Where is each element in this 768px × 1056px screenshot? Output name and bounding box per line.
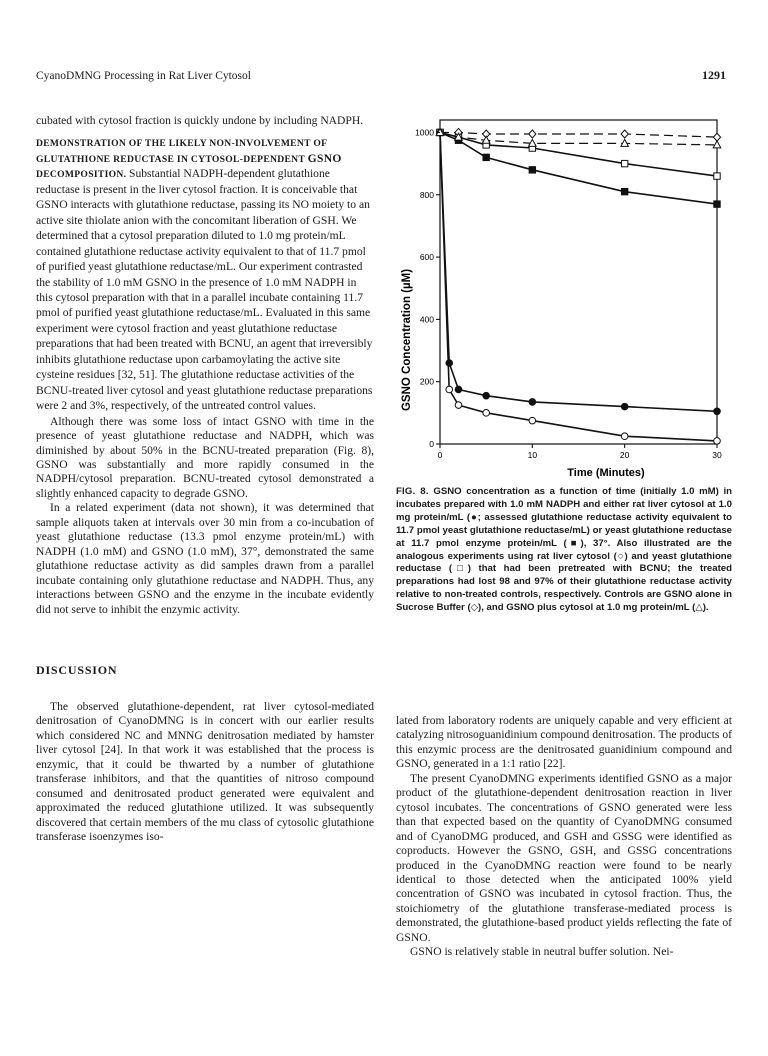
paragraph-gsno-stability: GSNO is relatively stable in neutral buffer solution. Nei- — [410, 945, 674, 959]
paragraph-discussion: The observed glutathione-dependent, rat liver cytosol-mediated denitrosation of CyanoDMNG is in concert with our earlier results which considered NC and MNNG denitrosation mediated by hamster liver cytosol [24]. In that work it was established that the process is enzymic, that it could be thwarted by a number of glutathione transferase inhibitors, and that the quantities of nitroso compound consumed and denitrosated product generated were equivalent and approximated the reduced glutathione utilized. It was subsequently discovered that certain members of the mu class of cytosolic glutathione transferase isoenzymes iso- — [36, 699, 374, 844]
figure-caption-label: FIG. 8. — [396, 486, 429, 497]
subsection-heading-caps: DEMONSTRATION OF THE LIKELY NON-INVOLVEMENT OF GLUTATHIONE REDUCTASE IN CYTOSOL-DEPENDENT — [36, 138, 327, 165]
y-tick-label: 400 — [419, 314, 434, 325]
subsection-heading — [36, 137, 374, 414]
data-point-filled-circle — [714, 408, 721, 415]
series-line-filled-circle — [440, 133, 717, 412]
x-tick-label: 0 — [437, 450, 443, 460]
x-tick-label: 10 — [527, 450, 538, 460]
paragraph-continued-right: lated from laboratory rodents are uniquely capable and very efficient at catalyzing nitrosoguanidinium compound denitrosation. The products of this enzymic process are the denitrosated guanidinium compound and GSNO, generated in a 1:1 ratio [22]. — [396, 714, 732, 771]
x-tick-label: 20 — [619, 450, 630, 460]
chart-ticks — [415, 127, 722, 460]
data-point-open-diamond — [621, 130, 628, 138]
figure-caption-text: GSNO concentration as a function of time (initially 1.0 mM) in incubates prepared with 1.0 mM NADPH and either rat liver cytosol at 1.0 mg protein/mL (●; assessed glutathione reductase activity equivalent to 11.7 pmol yeast glutathione reductase/mL) or yeast glutathione reductase at 11.7 pmol enzyme protein/mL (■), 37°. Also illustrated are the analogous experiments using rat liver cytosol (○) and yeast glutathione reductase (□) that had been pretreated with BCNU; the treated preparations had lost 98 and 97% of their glutathione reductase activity relative to non-treated controls, respectively. Controls are GSNO alone in Sucrose Buffer (◇), and GSNO plus cytosol at 1.0 mg protein/mL (△). — [396, 486, 732, 614]
data-point-filled-circle — [529, 399, 536, 406]
data-point-filled-circle — [621, 403, 628, 410]
x-tick-label: 30 — [712, 450, 722, 460]
y-tick-label: 800 — [419, 189, 434, 200]
right-column — [396, 714, 732, 960]
data-point-filled-square — [621, 188, 627, 194]
running-head: CyanoDMNG Processing in Rat Liver Cytosol — [36, 70, 251, 82]
figure-8-chart — [390, 112, 738, 482]
y-tick-label: 200 — [419, 376, 434, 387]
left-column — [36, 114, 374, 844]
data-point-open-circle — [446, 386, 453, 393]
paragraph-present-experiments: The present CyanoDMNG experiments identified GSNO as a major product of the glutathione-dependent denitrosation reaction in liver cytosol incubates. The concentrations of GSNO generated were less than that expected based on the quantity of CyanoDMNG consumed and of CyanoDMG produced, and GSH and GSSG were identified as coproducts. However the GSNO, GSH, and GSSG concentrations produced in the CyanoDMNG reaction were found to be nearly identical to those detected when the anticipated 100% yield concentration of GSNO was incubated in cytosol fraction. Thus, the stoichiometry of the glutathione transferase-mediated process is demonstrated, the glutathione-based product yields reflecting the fate of GSNO. — [396, 771, 732, 944]
data-point-filled-square — [714, 201, 720, 207]
y-tick-label: 1000 — [415, 127, 434, 138]
page-number: 1291 — [702, 68, 726, 82]
y-tick-label: 600 — [419, 252, 434, 263]
data-point-open-circle — [714, 438, 721, 445]
paragraph-glutathione-reductase: Substantial NADPH-dependent glutathione reductase is present in the liver cytosol fraction. It is conceivable that GSNO interacts with glutathione reductase, passing its NO moiety to an active site thiolate anion with the concomitant liberation of GSH. We determined that a cytosol preparation diluted to 1.0 mg protein/mL contained glutathione reductase activity equivalent to that of 11.7 pmol of purified yeast glutathione reductase/mL. Our experiment contrasted the stability of 1.0 mM GSNO in the presence of 1.0 mM NADPH in this cytosol preparation with that in a parallel incubate containing 11.7 pmol of purified yeast glutathione reductase/mL. Evaluated in this same experiment were cytosol fraction and yeast glutathione reductase preparations that had been treated with BCNU, an agent that irreversibly inhibits glutathione reductase upon carbamoylating the active site cysteine residues [32, 51]. The glutathione reductase activities of the BCNU-treated liver cytosol and yeast glutathione reductase preparations were 2 and 3%, respectively, of the untreated control values. — [36, 167, 373, 413]
data-point-open-square — [621, 160, 627, 166]
subsection-heading-decomposition: DECOMPOSITION. — [36, 169, 127, 181]
figure-caption — [396, 486, 732, 615]
data-point-open-circle — [529, 417, 536, 424]
series-line-open-diamond — [440, 133, 717, 138]
data-point-filled-square — [483, 154, 489, 160]
data-point-filled-circle — [483, 392, 490, 399]
paragraph-continued: cubated with cytosol fraction is quickly undone by including NADPH. — [36, 114, 364, 127]
chart-series — [436, 128, 721, 444]
x-axis-label: Time (Minutes) — [567, 467, 645, 479]
data-point-open-circle — [621, 433, 628, 440]
data-point-open-triangle — [713, 141, 721, 148]
data-point-filled-square — [529, 167, 535, 173]
y-tick-label: 0 — [429, 439, 434, 449]
paragraph-related-experiment: In a related experiment (data not shown), it was determined that sample aliquots taken at intervals over 30 min from a co-incubation of yeast glutathione reductase (13.3 pmol enzyme protein/mL) with NADPH (1.0 mM) and GSNO (1.0 mM), 37°, demonstrated the same glutathione reductase activity as did samples drawn from a parallel incubate containing only glutathione reductase and NADPH. Thus, any interactions between GSNO and the enzyme in the incubate evidently did not serve to inhibit the enzymic activity. — [36, 501, 374, 616]
data-point-open-circle — [483, 410, 490, 417]
paragraph-gsno-loss: Although there was some loss of intact GSNO with time in the presence of yeast glutathione reductase and NADPH, which was diminished by about 50% in the BCNU-treated preparation (Fig. 8), GSNO was substantially and more rapidly consumed in the NADPH/cytosol preparation. BCNU-treated cytosol demonstrated a slightly enhanced capacity to degrade GSNO. — [36, 414, 374, 500]
section-heading-discussion: DISCUSSION — [36, 662, 118, 677]
data-point-filled-circle — [455, 386, 462, 393]
data-point-filled-circle — [446, 360, 453, 367]
data-point-open-diamond — [529, 130, 536, 138]
data-point-open-circle — [455, 402, 462, 409]
data-point-open-square — [714, 173, 720, 179]
subsection-heading-gsno: GSNO — [307, 151, 342, 165]
y-axis-label: GSNO Concentration (µM) — [401, 268, 413, 412]
